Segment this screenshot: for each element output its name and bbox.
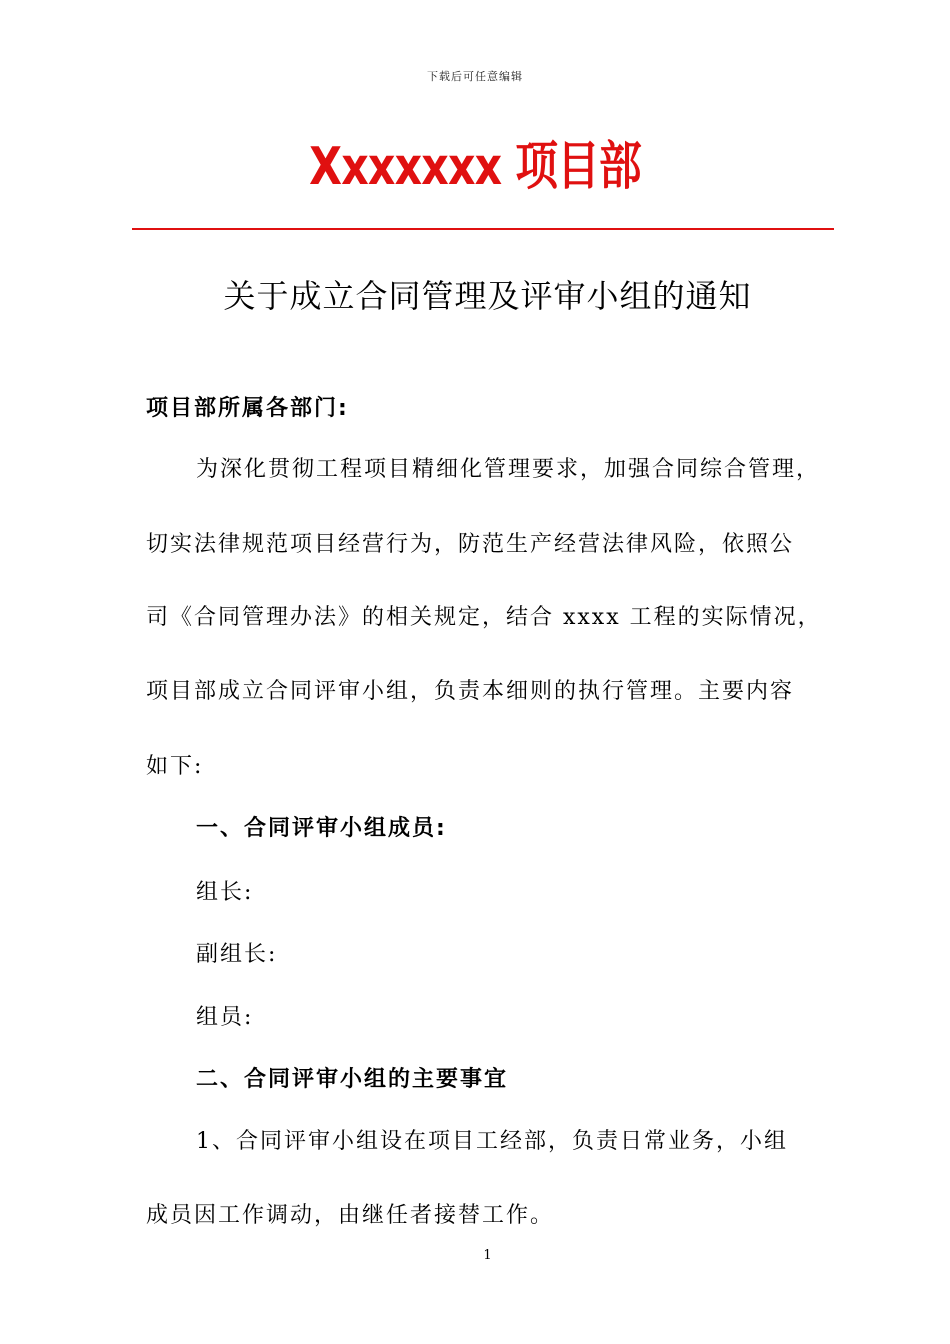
organization-title: Xxxxxxx 项目部 bbox=[309, 137, 641, 197]
page-number: 1 bbox=[483, 1248, 492, 1263]
body-line: 项目部成立合同评审小组，负责本细则的执行管理。主要内容 bbox=[146, 679, 795, 704]
section-heading: 二、合同评审小组的主要事宜 bbox=[196, 1067, 509, 1092]
member-role-deputy: 副组长: bbox=[196, 942, 278, 967]
body-line: 切实法律规范项目经营行为，防范生产经营法律风险，依照公 bbox=[146, 532, 795, 557]
body-line: 司《合同管理办法》的相关规定，结合 xxxx 工程的实际情况， bbox=[146, 605, 822, 630]
salutation: 项目部所属各部门: bbox=[146, 396, 349, 421]
document-title: 关于成立合同管理及评审小组的通知 bbox=[223, 277, 752, 315]
member-role-members: 组员: bbox=[196, 1005, 254, 1030]
section-heading: 一、合同评审小组成员: bbox=[196, 816, 447, 841]
body-line: 为深化贯彻工程项目精细化管理要求，加强合同综合管理， bbox=[196, 457, 821, 482]
section-body-line: 1、合同评审小组设在项目工经部，负责日常业务，小组 bbox=[196, 1129, 788, 1154]
section-body-line: 成员因工作调动，由继任者接替工作。 bbox=[146, 1203, 555, 1228]
body-line: 如下: bbox=[146, 754, 204, 779]
member-role-leader: 组长: bbox=[196, 880, 254, 905]
red-divider-line bbox=[132, 228, 834, 230]
header-note: 下载后可任意编辑 bbox=[427, 70, 523, 83]
